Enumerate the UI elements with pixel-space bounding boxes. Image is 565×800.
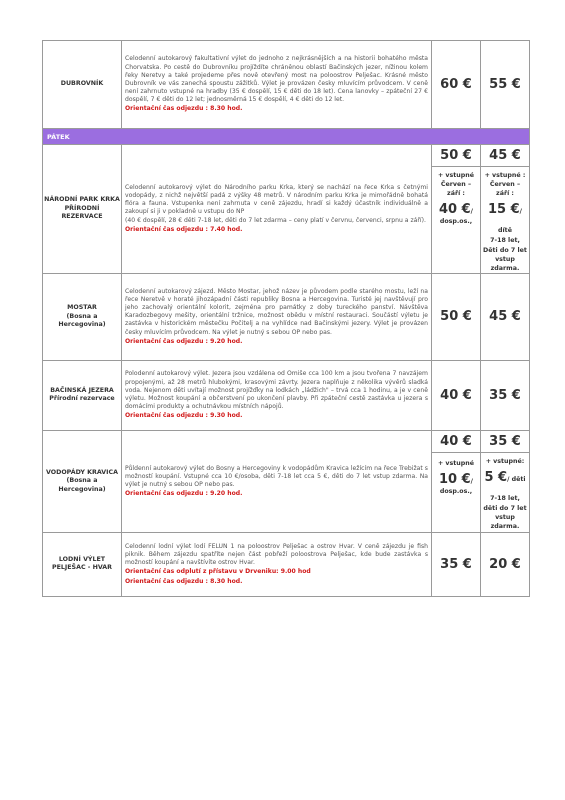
adult-price-cell	[432, 145, 481, 274]
trip-name: MOSTAR	[67, 304, 97, 312]
free-entry-label-2: vstup	[495, 255, 515, 263]
table-row	[43, 360, 530, 430]
departure-time: Orientační čas odjezdu : 7.40 hod.	[125, 225, 243, 233]
adult-price: 40 €	[440, 387, 472, 403]
child-price: 20 €	[489, 556, 521, 572]
day-label: PÁTEK	[43, 129, 530, 145]
adult-price-cell	[432, 532, 481, 596]
table-row	[43, 273, 530, 360]
table-row	[43, 145, 530, 274]
adult-price: 35 €	[440, 556, 472, 572]
trip-subtitle: (Bosna a Hercegovina)	[58, 477, 106, 493]
adult-unit-label: dosp.os.,	[439, 218, 473, 226]
free-entry-label: Děti do 7 let	[483, 246, 527, 254]
trip-description: Polodenní autokarový výlet. Jezera jsou vzdálena od Omiše cca 100 km a jsou tvořena 7 navzájem propojenými, až 28 metrů hlubokými, krasovými závrty. Jezera naplňuje z několika vývěrů sladká voda. Nejenom děti uvítají možnost projížďky na lodkách „ládžich" – trvá cca 1 hodinu, a je v ceně výletu. Možnost koupání a občerstvení po ukončení plavby. Při zpáteční cestě zastávka u jezera s domácími produkty a ochutnávkou místních nápojů.	[125, 370, 428, 411]
trip-description-cell	[122, 145, 432, 274]
season-label: Červen –	[440, 181, 472, 189]
trip-description: Celodenní autokarový zájezd. Město Mostar, jehož název je původem podle starého mostu, leží na řece Neretvě v horaté jihozápadní části republiky Bosna a Hercegovina. Turisté jej navštěvují pro jeho zachovalý orientální kolorit, zejména pro památky z doby tureckého panství. Návštěva Karadozbegovy mešity, orientální tržnice, možnost obědu v místní restauraci. Součástí výletu je zastávka v historickém městečku Počitelj a na vyhlídce nad Bačinskými jezery. Výlet je provázen česky mluvícím průvodcem. Na výlet je nutný s sebou OP nebo pas.	[125, 287, 428, 336]
free-entry-label-3: zdarma.	[490, 523, 520, 531]
trip-name: BAČINSKÁ JEZERA	[50, 386, 114, 394]
entry-fee-child: 15 €	[488, 202, 520, 218]
trip-description: Celodenní autokarový výlet do Národního parku Krka, který se nachází na řece Krka s četnými vodopády, z nichž největší padá z výšky 48 metrů. V národním parku Krka je mimořádně bohatá flóra a fauna. Vstupenka není zahrnuta v ceně zájezdu, hradí si každý účastník individuálně a zakoupí si ji v pokladně u vstupu do NP	[125, 183, 428, 216]
child-age-label: / děti 7-18 let,	[490, 476, 526, 502]
child-price: 35 €	[489, 433, 521, 449]
table-row	[43, 532, 530, 596]
entry-fee-label: + vstupné:	[485, 457, 525, 465]
adult-price: 40 €	[440, 433, 472, 449]
child-price-cell	[481, 430, 530, 532]
trip-name: NÁRODNÍ PARK KRKA	[44, 196, 120, 204]
entry-fee-adult: 40 €	[439, 202, 471, 218]
free-entry-label-3: zdarma.	[490, 264, 520, 272]
child-price-cell	[481, 41, 530, 129]
trip-name: LODNÍ VÝLET PELJEŠAC - HVAR	[51, 555, 113, 572]
trip-subtitle: (Bosna a Hercegovina)	[58, 312, 106, 329]
trip-description-prices: (40 € dospělí, 28 € děti 7-18 let, děti do 7 let zdarma – ceny platí v červnu, červenci, srpnu a září).	[125, 216, 426, 224]
entry-fee-label: + vstupné :	[484, 172, 526, 179]
season-label: Červen –	[489, 181, 521, 189]
trip-name-cell	[43, 360, 122, 430]
free-entry-label-2: vstup	[495, 514, 515, 522]
trip-name-cell	[43, 532, 122, 596]
trip-description-cell	[122, 532, 432, 596]
per-unit: / dítě	[498, 208, 522, 235]
season-label-2: září :	[447, 190, 465, 198]
trip-description-cell	[122, 430, 432, 532]
entry-fee-label: + vstupné	[437, 172, 475, 179]
trip-name-cell	[43, 145, 122, 274]
trip-name: VODOPÁDY KRAVICA	[45, 468, 118, 476]
child-price-cell	[481, 145, 530, 274]
trip-name-cell	[43, 430, 122, 532]
child-price: 45 €	[489, 148, 521, 163]
child-price: 55 €	[489, 77, 521, 92]
boat-departure-time: Orientační čas odplutí z přístavu v Drveniku: 9.00 hod	[125, 568, 311, 576]
trip-name-cell	[43, 273, 122, 360]
trip-name: DUBROVNÍK	[60, 80, 104, 88]
trip-description-cell	[122, 41, 432, 129]
trips-table	[42, 40, 530, 597]
adult-price: 50 €	[440, 309, 472, 325]
adult-price: 50 €	[440, 148, 472, 163]
departure-time: Orientační čas odjezdu : 9.20 hod.	[125, 337, 243, 345]
entry-fee-child: 5 €	[484, 470, 508, 485]
free-entry-label: děti do 7 let	[483, 505, 527, 512]
trip-description-cell	[122, 273, 432, 360]
table-row	[43, 41, 530, 129]
adult-price-cell	[432, 430, 481, 532]
entry-fee-adult: 10 €	[439, 472, 471, 487]
child-price-cell	[481, 273, 530, 360]
table-row	[43, 430, 530, 532]
child-age-label: 7-18 let,	[490, 237, 520, 245]
trip-name-cell	[43, 41, 122, 129]
adult-price-cell	[432, 273, 481, 360]
trip-description: Celodenní lodní výlet lodí FELUN 1 na poloostrov Pelješac a ostrov Hvar. V ceně zájezdu je fish piknik. Během zájezdu spatříte nejen část pobřeží poloostrova Pelješac, kde bude zastávka s možností koupání a navštívíte ostrov Hvar.	[125, 542, 428, 567]
per-unit: /	[470, 208, 473, 216]
per-unit: /	[470, 478, 473, 485]
adult-price-cell	[432, 360, 481, 430]
adult-unit-label: dosp.os.,	[439, 488, 473, 495]
entry-fee-label: + vstupné	[437, 459, 475, 467]
trip-subtitle: Přírodní rezervace	[49, 395, 115, 403]
departure-time: Orientační čas odjezdu : 8.30 hod.	[125, 577, 243, 585]
child-price: 35 €	[489, 387, 521, 403]
trip-description: Celodenní autokarový fakultativní výlet do jednoho z nejkrásnějších a na historii bohatého města Chorvatska. Po cestě do Dubrovníku projíždíte chráněnou oblastí Bačinských jezer, nížinou kolem řeky Neretvy a také projedeme přes nově otevřený most na poloostrov Pelješac. Krásné město Dubrovník ve vás zanechá spoustu zážitků. Výlet je provázen česky mluvícím průvodcem. V ceně není zahrnuto vstupné na hradby (35 € dospělí, 15 € děti do 18 let). Cena lanovky – zpáteční 27 € dospělí, 7 € děti do 12 let; jednosměrná 15 € dospělí, 4 € děti do 12 let.	[125, 55, 428, 104]
trip-subtitle: PŘÍRODNÍ REZERVACE	[61, 204, 103, 221]
child-price: 45 €	[489, 309, 521, 325]
trip-description: Půldenní autokarový výlet do Bosny a Hercegoviny k vodopádům Kravica ležícím na řece Trebižat s možností koupání. Vstupné cca 10 €/osoba, děti 7-18 let cca 5 €, děti do 7 let vstup zdarma. Na výlet je nutný s sebou OP nebo pas.	[125, 464, 428, 488]
child-price-cell	[481, 532, 530, 596]
departure-time: Orientační čas odjezdu : 9.20 hod.	[125, 490, 243, 498]
departure-time: Orientační čas odjezdu : 9.30 hod.	[125, 412, 243, 420]
day-separator-row	[43, 129, 530, 145]
adult-price: 60 €	[440, 77, 472, 92]
season-label-2: září :	[496, 190, 514, 198]
child-price-cell	[481, 360, 530, 430]
departure-time: Orientační čas odjezdu : 8.30 hod.	[125, 105, 243, 113]
trip-description-cell	[122, 360, 432, 430]
adult-price-cell	[432, 41, 481, 129]
